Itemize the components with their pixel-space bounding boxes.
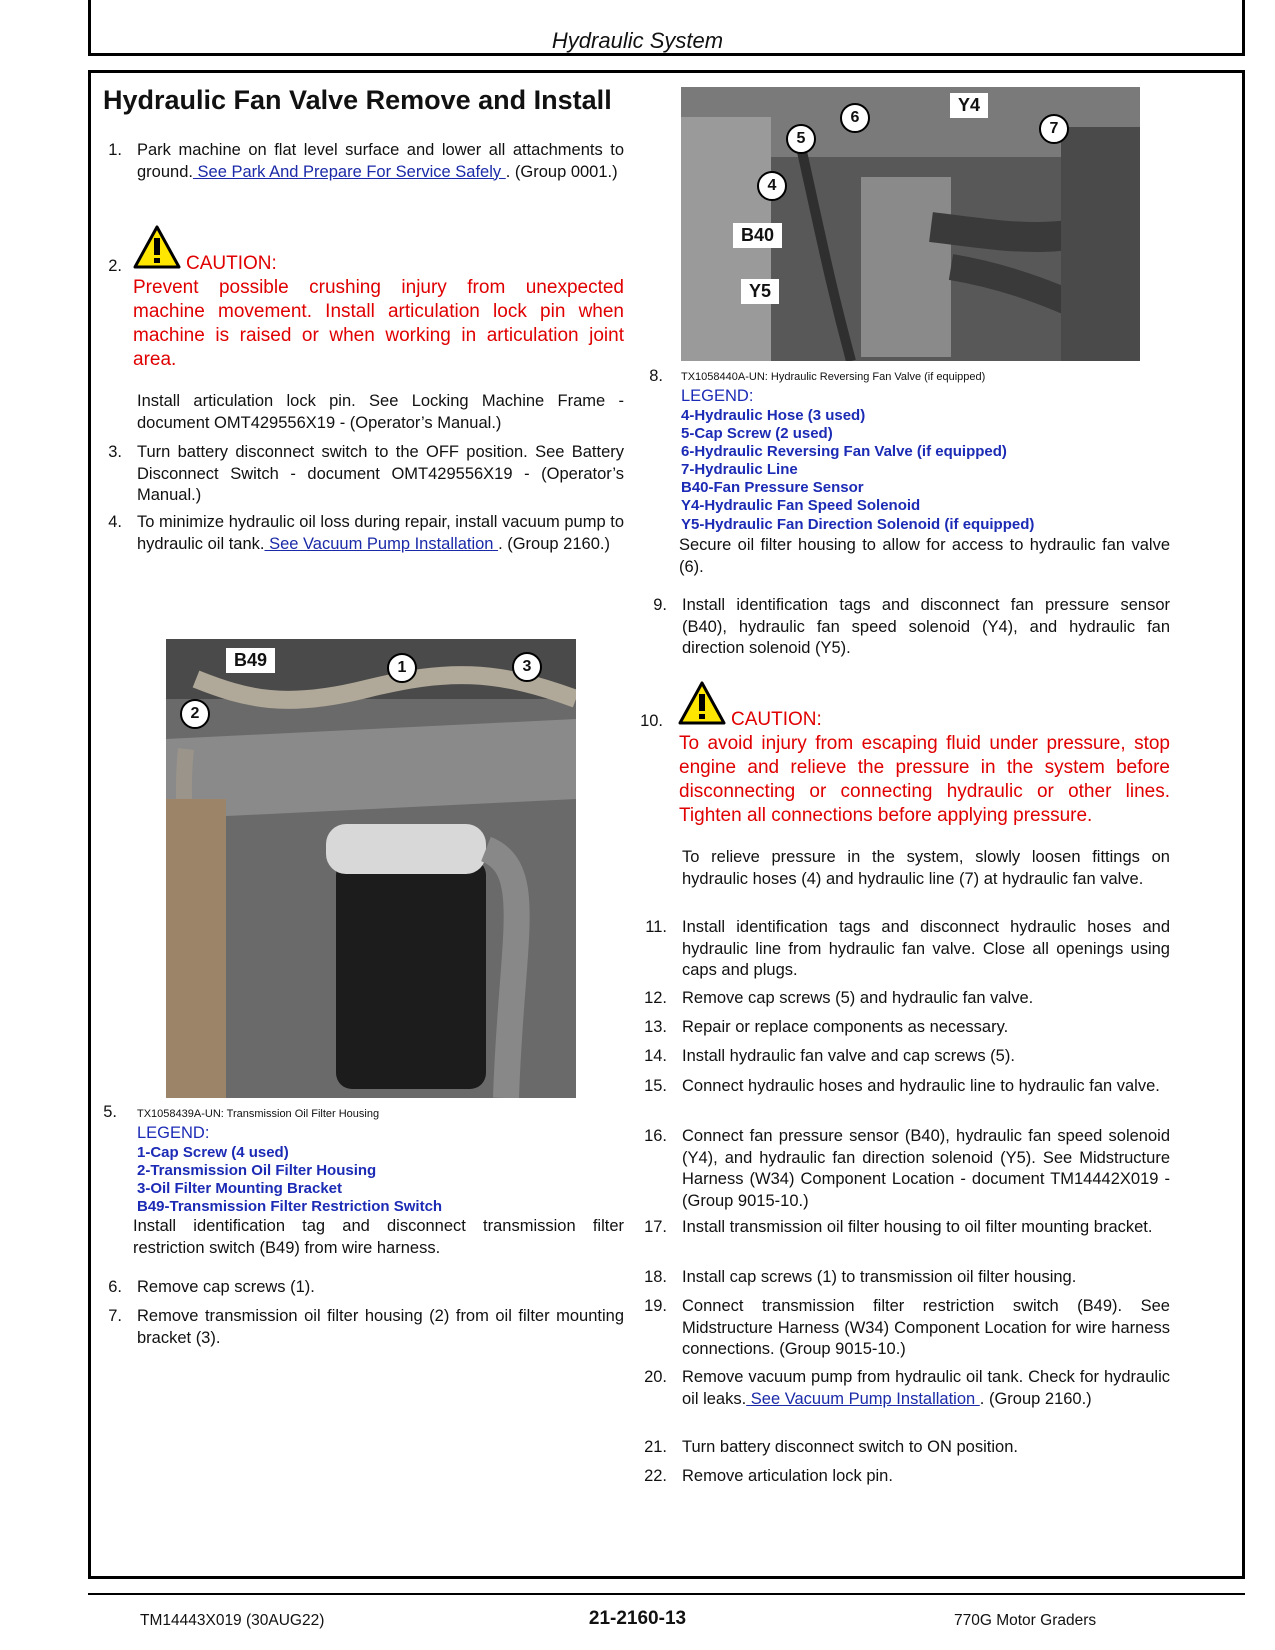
step-13: Repair or replace components as necessary. xyxy=(682,1018,1009,1036)
step-number: 22. xyxy=(644,1467,667,1485)
step-3: Turn battery disconnect switch to the OFF position. See Battery Disconnect Switch - document OMT429556X19 - (Operator’s Manual.) xyxy=(137,443,624,504)
step-number: 15. xyxy=(644,1077,667,1095)
legend-item: 4-Hydraulic Hose (3 used) xyxy=(681,407,866,424)
legend-item: 6-Hydraulic Reversing Fan Valve (if equipped) xyxy=(681,443,1007,460)
step-text: Remove vacuum pump from hydraulic oil tank. Check for hydraulic oil leaks. xyxy=(682,1368,1170,1408)
step-number: 21. xyxy=(644,1438,667,1456)
step-number: 19. xyxy=(644,1297,667,1315)
step-1 xyxy=(137,140,624,183)
step-text: . (Group 0001.) xyxy=(505,162,618,181)
step-number: 11. xyxy=(645,918,667,936)
step-number: 14. xyxy=(644,1047,667,1065)
legend-item: B40-Fan Pressure Sensor xyxy=(681,479,864,496)
step-text: To minimize hydraulic oil loss during repair, install vacuum pump to hydraulic oil tank. xyxy=(137,513,624,553)
step-number: 9. xyxy=(653,596,667,614)
warning-triangle-icon xyxy=(132,224,182,270)
step-number: 1. xyxy=(108,141,122,159)
caution-label: CAUTION: xyxy=(186,253,277,274)
caution-text: To avoid injury from escaping fluid under pressure, stop engine and relieve the pressure in the system before disconnecting or connecting hydraulic or other lines. Tighten all connections before applying pressure. xyxy=(679,733,1170,826)
step-17: Install transmission oil filter housing to oil filter mounting bracket. xyxy=(682,1218,1153,1236)
callout-y5: Y5 xyxy=(741,279,779,304)
caution-text: Prevent possible crushing injury from unexpected machine movement. Install articulation lock pin when machine is raised or when working in articulation joint area. xyxy=(133,277,624,370)
step-9: Install identification tags and disconnect fan pressure sensor (B40), hydraulic fan speed solenoid (Y4), and hydraulic fan direction solenoid (Y5). xyxy=(682,596,1170,657)
step-number: 7. xyxy=(108,1307,122,1325)
step-6: Remove cap screws (1). xyxy=(137,1278,315,1296)
page-title: Hydraulic Fan Valve Remove and Install xyxy=(103,85,612,115)
legend-item: 2-Transmission Oil Filter Housing xyxy=(137,1162,377,1179)
callout-1: 1 xyxy=(387,653,417,683)
step-number: 17. xyxy=(644,1218,667,1236)
callout-3: 3 xyxy=(512,652,542,682)
step-7: Remove transmission oil filter housing (2) from oil filter mounting bracket (3). xyxy=(137,1307,624,1347)
step-2-text: Install articulation lock pin. See Locking Machine Frame - document OMT429556X19 - (Operator’s Manual.) xyxy=(137,392,624,432)
doc-id: TM14443X019 (30AUG22) xyxy=(140,1612,325,1629)
step-4 xyxy=(137,512,624,555)
step-number: 8. xyxy=(649,367,663,385)
step-21: Turn battery disconnect switch to ON position. xyxy=(682,1438,1018,1456)
legend-item: 1-Cap Screw (4 used) xyxy=(137,1144,289,1161)
step-8-text: Secure oil filter housing to allow for access to hydraulic fan valve (6). xyxy=(679,536,1170,576)
step-number: 4. xyxy=(108,513,122,531)
step-number: 5. xyxy=(103,1103,117,1121)
callout-7: 7 xyxy=(1039,114,1069,144)
warning-triangle-icon xyxy=(677,680,727,726)
callout-2: 2 xyxy=(180,699,210,729)
legend-heading: LEGEND: xyxy=(137,1124,210,1142)
step-18: Install cap screws (1) to transmission oil filter housing. xyxy=(682,1268,1077,1286)
section-title: Hydraulic System xyxy=(551,28,724,53)
step-11: Install identification tags and disconnect hydraulic hoses and hydraulic line from hydraulic fan valve. Close all openings using caps and plugs. xyxy=(682,918,1170,979)
transmission-filter-photo xyxy=(166,639,576,1098)
park-prepare-link[interactable]: See Park And Prepare For Service Safely xyxy=(192,162,506,181)
callout-b49: B49 xyxy=(226,648,275,673)
figure-caption: TX1058439A-UN: Transmission Oil Filter Housing xyxy=(137,1108,380,1120)
step-15: Connect hydraulic hoses and hydraulic line to hydraulic fan valve. xyxy=(682,1077,1160,1095)
step-number: 3. xyxy=(108,443,122,461)
caution-label: CAUTION: xyxy=(731,709,822,730)
step-14: Install hydraulic fan valve and cap screws (5). xyxy=(682,1047,1015,1065)
vacuum-pump-link[interactable]: See Vacuum Pump Installation xyxy=(746,1389,980,1408)
step-number: 10. xyxy=(640,712,663,730)
vacuum-pump-link[interactable]: See Vacuum Pump Installation xyxy=(264,534,499,553)
legend-item: 3-Oil Filter Mounting Bracket xyxy=(137,1180,343,1197)
step-16: Connect fan pressure sensor (B40), hydraulic fan speed solenoid (Y4), and hydraulic fan direction solenoid (Y5). See Midstructure Harness (W34) Component Location - document TM14442X019 - (Group 9015-10.) xyxy=(682,1127,1170,1210)
legend-item: 7-Hydraulic Line xyxy=(681,461,798,478)
step-22: Remove articulation lock pin. xyxy=(682,1467,893,1485)
step-10-text: To relieve pressure in the system, slowly loosen fittings on hydraulic hoses (4) and hydraulic line (7) at hydraulic fan valve. xyxy=(682,848,1170,888)
step-20 xyxy=(682,1367,1170,1410)
step-number: 2. xyxy=(108,257,122,275)
legend-heading: LEGEND: xyxy=(681,387,754,405)
step-number: 13. xyxy=(644,1018,667,1036)
legend-item: 5-Cap Screw (2 used) xyxy=(681,425,833,442)
footer-rule xyxy=(88,1593,1245,1595)
legend-item: Y4-Hydraulic Fan Speed Solenoid xyxy=(681,497,921,514)
step-text: . (Group 2160.) xyxy=(979,1389,1092,1408)
step-number: 18. xyxy=(644,1268,667,1286)
callout-6: 6 xyxy=(840,103,870,133)
step-12: Remove cap screws (5) and hydraulic fan valve. xyxy=(682,989,1034,1007)
figure-caption: TX1058440A-UN: Hydraulic Reversing Fan Valve (if equipped) xyxy=(681,371,986,383)
legend-item: B49-Transmission Filter Restriction Switch xyxy=(137,1198,443,1215)
callout-y4: Y4 xyxy=(950,93,988,118)
legend-item: Y5-Hydraulic Fan Direction Solenoid (if equipped) xyxy=(681,516,1035,533)
step-text: Park machine on flat level surface and lower all attachments to ground. xyxy=(137,141,624,181)
callout-4: 4 xyxy=(757,171,787,201)
step-number: 12. xyxy=(644,989,667,1007)
product-name: 770G Motor Graders xyxy=(954,1612,1097,1629)
step-number: 16. xyxy=(644,1127,667,1145)
step-5-text: Install identification tag and disconnect transmission filter restriction switch (B49) from wire harness. xyxy=(133,1217,624,1257)
step-19: Connect transmission filter restriction switch (B49). See Midstructure Harness (W34) Component Location for wire harness connections. (Group 9015-10.) xyxy=(682,1297,1170,1358)
step-number: 20. xyxy=(644,1368,667,1386)
step-number: 6. xyxy=(108,1278,122,1296)
step-text: . (Group 2160.) xyxy=(498,534,610,553)
callout-5: 5 xyxy=(786,124,816,154)
callout-b40: B40 xyxy=(733,223,782,248)
page-number: 21-2160-13 xyxy=(588,1608,687,1629)
